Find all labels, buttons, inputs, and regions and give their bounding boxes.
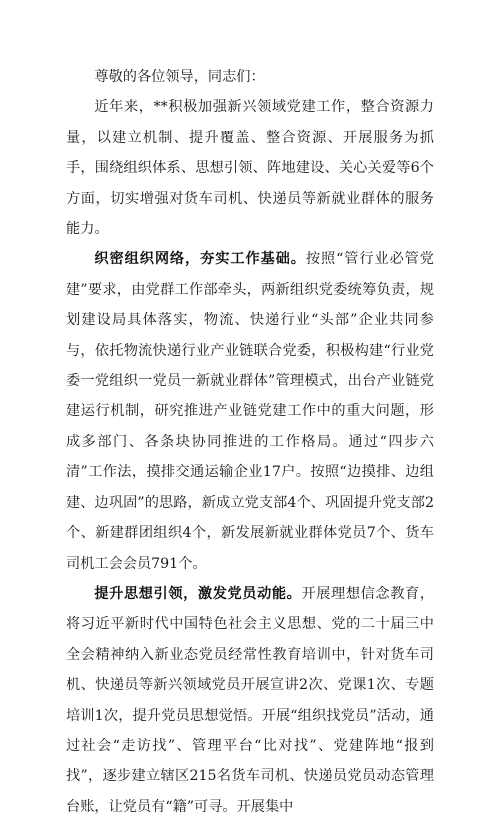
salutation: 尊敬的各位领导，同志们： (94, 69, 265, 85)
paragraph-ideology (66, 579, 434, 822)
paragraph-ideology-body: 开展理想信念教育，将习近平新时代中国特色社会主义思想、党的二十届三中全会精神纳入新业态党员经常性教育培训中，针对货车司机、快递员等新兴领域党员开展宣讲2次、党课1次、专题培训1次，提升党员思想觉悟。开展“组织找党员”活动，通过社会“走访找”、管理平台“比对找”、党建阵地“报到找”，逐步建立辖区215名货车司机、快递员党员动态管理台账，让党员有“籍”可寻。开展集中 (66, 585, 434, 815)
paragraph-organization (66, 244, 434, 578)
paragraph-organization-body: 按照“管行业必管党建”要求，由党群工作部牵头，两新组织党委统筹负责，规划建设局具体落实，物流、快递行业“头部”企业共同参与，依托物流快递行业产业链联合党委，积极构建“行业党委一党组织一党员一新就业群体”管理模式，出台产业链党建运行机制，研究推进产业链党建工作中的重大问题，形成多部门、各条块协同推进的工作格局。通过“四步六清”工作法，摸排交通运输企业17户。按照“边摸排、边组建、边巩固”的思路，新成立党支部4个、巩固提升党支部2个、新建群团组织4个，新发展新就业群体党员7个、货车司机工会会员791个。 (66, 251, 434, 572)
paragraph-ideology-heading: 提升思想引领，激发党员动能。 (94, 585, 302, 602)
paragraph-intro (66, 92, 434, 244)
paragraph-intro-body: 近年来，**积极加强新兴领域党建工作，整合资源力量，以建立机制、提升覆盖、整合资源、开展服务为抓手，围绕组织体系、思想引领、阵地建设、关心关爱等6个方面，切实增强对货车司机、快递员等新就业群体的服务能力。 (66, 99, 434, 238)
paragraph-organization-heading: 织密组织网络，夯实工作基础。 (94, 251, 306, 268)
